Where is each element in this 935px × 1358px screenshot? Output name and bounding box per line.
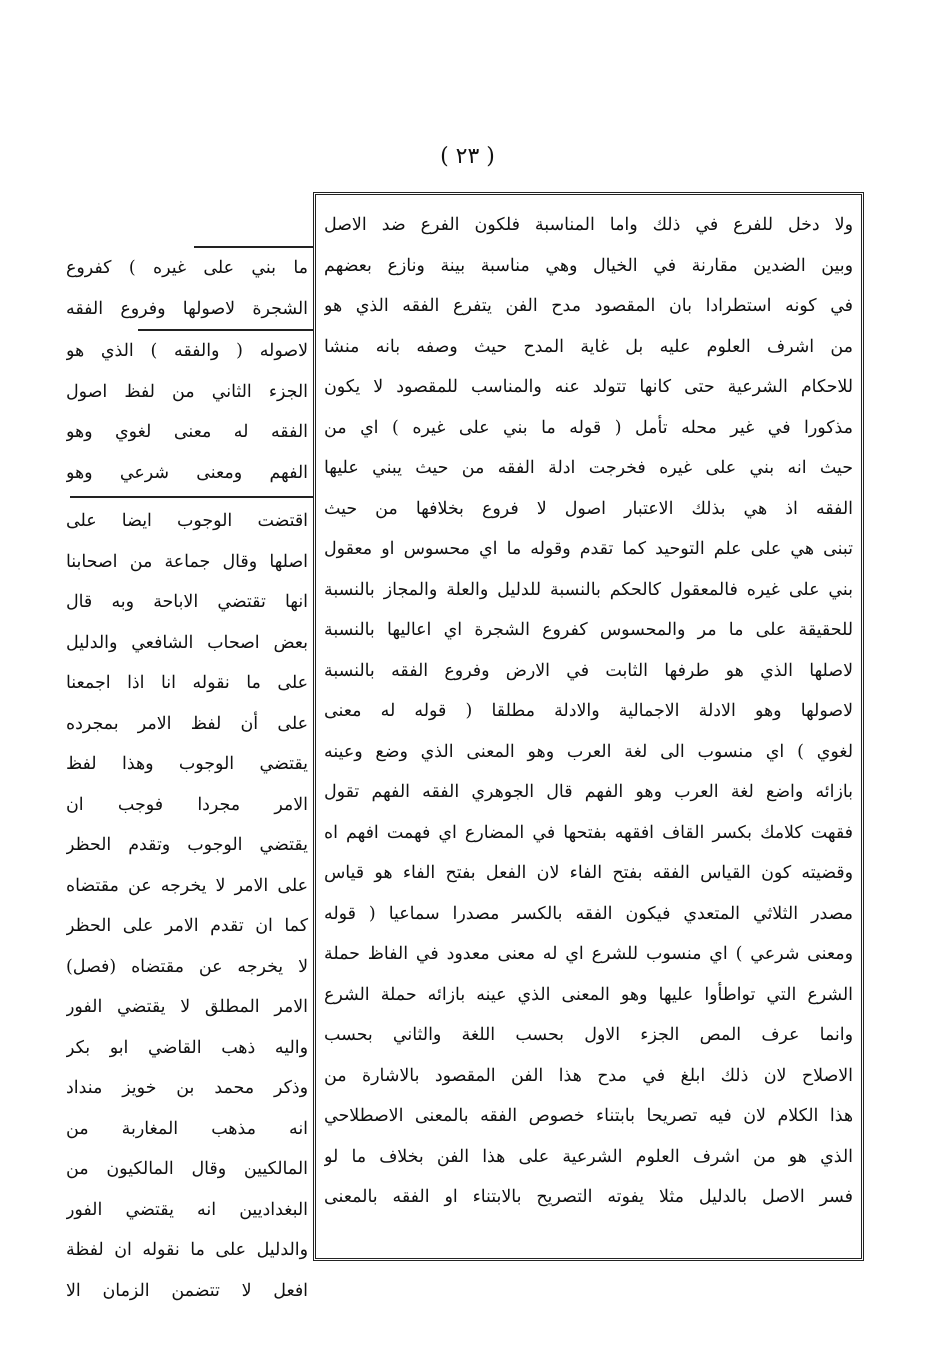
text-line: هذا الكلام لان فيه تصريحا بابتناء خصوص الفقه بالمعنى الاصطلاحي bbox=[324, 1106, 853, 1126]
text-line: وانما عرف المص الجزء الاول بحسب اللغة والثاني بحسب bbox=[324, 1025, 853, 1045]
text-line: لغوي ) اي منسوب الى لغة العرب وهو المعنى الذي وضع وعينه bbox=[324, 741, 853, 762]
text-line: حيث انه بني على غيره فخرجت ادلة الفقه من حيث يبني عليها bbox=[324, 458, 853, 478]
side-bottom-block bbox=[66, 501, 314, 1311]
text-line: في كونه استطرادا بان المقصود مدح الفن يتفرع الفقه الذي هو bbox=[324, 296, 853, 316]
side-text-line: على ما نقوله انا اذا اجمعنا bbox=[66, 673, 308, 693]
text-line: بني على غيره فالمعقول كالحكم بالنسبة للدليل والعلة والمجاز بالنسبة bbox=[324, 579, 853, 600]
side-text-column bbox=[66, 246, 314, 1311]
side-text-line: لا يخرجه عن مقتضاه (فصل) bbox=[66, 956, 308, 977]
side-text-line: ما بني على غيره ) كفروع bbox=[66, 258, 308, 278]
side-text-line: المالكيين وقال المالكيون من bbox=[66, 1159, 308, 1179]
text-line: الذي هو من اشرف العلوم الشرعية على هذا الفن بخلاف ما لو bbox=[324, 1146, 853, 1167]
text-line: تبنى هي على علم التوحيد كما تقدم وقوله ما اي محسوس او معقول bbox=[324, 539, 853, 559]
text-line: للحقيقة على ما مر والمحسوس كفروع الشجرة اي اعاليها بالنسبة bbox=[324, 620, 853, 640]
text-line: فسر الاصل بالدليل مثلا يفوته التصريح بالابتناء او الفقه بالمعنى bbox=[324, 1187, 853, 1207]
side-text-line: انها تقتضي الاباحة وبه قال bbox=[66, 592, 308, 612]
side-text-line: الشجرة لاصولها وفروع الفقه bbox=[66, 298, 308, 319]
side-text-line: الامر المطلق لا يقتضي الفور bbox=[66, 997, 308, 1017]
text-line: وقضيته كون القياس الفقه بفتح الفاء لان الفعل بفتح الفاء هو قياس bbox=[324, 863, 853, 883]
side-text-line: وذكر محمد بن خويز منداد bbox=[66, 1078, 308, 1098]
side-text-line: الفقه له معنى لغوي وهو bbox=[66, 422, 308, 442]
text-line: من اشرف العلوم عليه بل غاية المدح حيث وصفه بانه منشا bbox=[324, 336, 853, 357]
side-text-line: على الامر لا يخرجه عن مقتضاه bbox=[66, 875, 308, 896]
side-text-line: الفهم ومعنى شرعي وهو bbox=[66, 462, 308, 483]
side-text-line: واليه ذهب القاضي ابو بكر bbox=[66, 1037, 308, 1058]
side-text-line: كما ان تقدم الامر على الحظر bbox=[66, 916, 308, 936]
commentary-main-column bbox=[313, 192, 864, 1261]
text-line: الشرع التي تواطأوا عليها وهو المعنى الذي عينه بازائه حملة الشرع bbox=[324, 984, 853, 1005]
section-divider-rule bbox=[70, 496, 314, 498]
text-line: لاصلها الذي هو طرفها الثابت في الارض وفروع الفقه بالنسبة bbox=[324, 660, 853, 681]
text-line: وبين الضدين مقارنة في الخيال وهي مناسبة بينة ونازع بعضهم bbox=[324, 255, 853, 276]
side-text-line: البغداديين انه يقتضي الفور bbox=[66, 1199, 308, 1220]
side-text-line: انه مذهب المغاربة من bbox=[66, 1118, 308, 1139]
side-text-line: الامر مجردا فوجب ان bbox=[66, 794, 308, 815]
side-top-block bbox=[66, 248, 314, 493]
side-text-line: والدليل على ما نقوله ان لفظة bbox=[66, 1240, 308, 1260]
text-line: للاحكام الشرعية حتى كانها تتولد عنه والمناسب للمقصود لا يكون bbox=[324, 377, 853, 397]
text-line: مذكورا في غير محله تأمل ( قوله ما بني على غيره ) اي من bbox=[324, 417, 853, 438]
side-text-line: يقتضي الوجوب وهذا لفظ bbox=[66, 754, 308, 774]
text-line: ومعنى شرعي ) اي منسوب للشرع اي له معنى معدود في الفاظ حملة bbox=[324, 944, 853, 964]
text-line: لاصولها وهو الادلة الاجمالية والادلة مطلقا ( قوله له معنى bbox=[324, 701, 853, 721]
side-text-line: لاصوله ( والفقه ) الذي هو bbox=[66, 341, 308, 361]
side-text-line: على أن لفظ الامر بمجرده bbox=[66, 713, 308, 734]
page-number: ( ٢٣ ) bbox=[440, 144, 495, 169]
side-text-line: افعل لا تتضمن الزمان الا bbox=[66, 1280, 308, 1301]
text-line: ولا دخل للفرع في ذلك واما المناسبة فلكون الفرع ضد الاصل bbox=[324, 215, 853, 235]
side-text-line: يقتضي الوجوب وتقدم الحظر bbox=[66, 835, 308, 855]
text-line: الفقه اذ هي بذلك الاعتبار اصول لا فروع بخلافها من حيث bbox=[324, 498, 853, 519]
side-text-line: اصلها وقال جماعة من اصحابنا bbox=[66, 551, 308, 572]
side-text-line: بعض اصحاب الشافعي والدليل bbox=[66, 632, 308, 653]
side-text-line: اقتضت الوجوب ايضا على bbox=[66, 511, 308, 531]
text-line: الاصلاح لان ذلك ابلغ في مدح هذا الفن المقصود بالاشارة من bbox=[324, 1065, 853, 1086]
text-line: فقهت كلامك بكسر القاف افقهه بفتحها في المضارع اي فهمت افهم اه bbox=[324, 822, 853, 843]
text-line: بازائه واضع لغة العرب وهو الفهم قال الجوهري الفقه الفهم تقول bbox=[324, 782, 853, 802]
text-line: مصدر الثلاثي المتعدي فيكون الفقه بالكسر مصدرا سماعيا ( قوله bbox=[324, 903, 853, 924]
side-text-line: الجزء الثاني من لفظ اصول bbox=[66, 381, 308, 402]
